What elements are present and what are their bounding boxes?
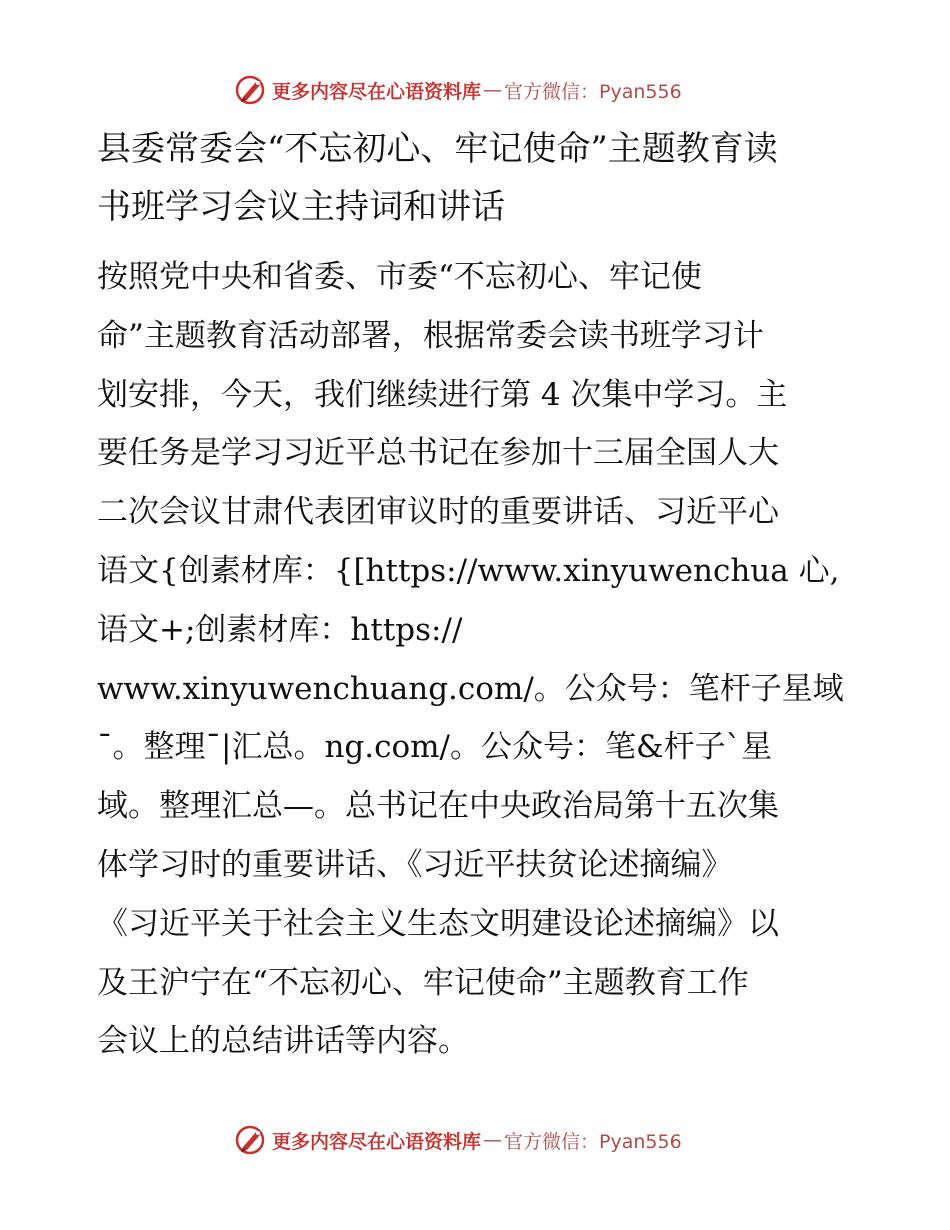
body-line: 会议上的总结讲话等内容。 — [97, 1023, 469, 1060]
body-line: 语文{创素材库：{[https://www.xinyuwenchua 心, — [97, 552, 840, 589]
body-line: 体学习时的重要讲话、《习近平扶贫论述摘编》 — [97, 846, 733, 883]
banner-separator: — — [483, 1129, 503, 1151]
banner-brand-text: 更多内容尽在心语资料库 — [272, 1130, 482, 1153]
banner-separator: — — [483, 79, 503, 101]
banner-contact-text: 官方微信：Pyan556 — [504, 80, 682, 103]
title-line: 县委常委会“不忘初心、牢记使命”主题教育读 — [97, 129, 778, 169]
document-body-paragraph — [97, 248, 857, 1071]
body-line: 及王沪宁在“不忘初心、牢记使命”主题教育工作 — [97, 964, 749, 1001]
body-line: www.xinyuwenchuang.com/。公众号：笔杆子星域 — [97, 670, 844, 707]
body-line: 划安排，今天，我们继续进行第 4 次集中学习。主 — [97, 376, 788, 413]
body-line: 《习近平关于社会主义生态文明建设论述摘编》以 — [97, 905, 779, 942]
title-line: 书班学习会议主持词和讲话 — [97, 187, 505, 227]
document-title — [97, 120, 857, 236]
banner-contact-text: 官方微信：Pyan556 — [504, 1130, 682, 1153]
body-line: ¯。整理¯|汇总。ng.com/。公众号：笔&杆子`星 — [97, 729, 773, 766]
body-line: 域。整理汇总—。总书记在中央政治局第十五次集 — [97, 788, 779, 825]
body-line: 语文+;创素材库：https:// — [97, 611, 463, 648]
red-pen-logo-icon — [234, 1123, 268, 1157]
body-line: 要任务是学习习近平总书记在参加十三届全国人大 — [97, 435, 779, 472]
red-pen-logo-icon — [234, 73, 268, 107]
banner-brand-text: 更多内容尽在心语资料库 — [272, 80, 482, 103]
body-line: 按照党中央和省委、市委“不忘初心、牢记使 — [97, 259, 702, 295]
header-banner — [234, 72, 754, 108]
body-line: 二次会议甘肃代表团审议时的重要讲话、习近平心 — [97, 494, 779, 531]
footer-banner — [234, 1122, 754, 1158]
body-line: 命”主题教育活动部署，根据常委会读书班学习计 — [97, 317, 764, 354]
